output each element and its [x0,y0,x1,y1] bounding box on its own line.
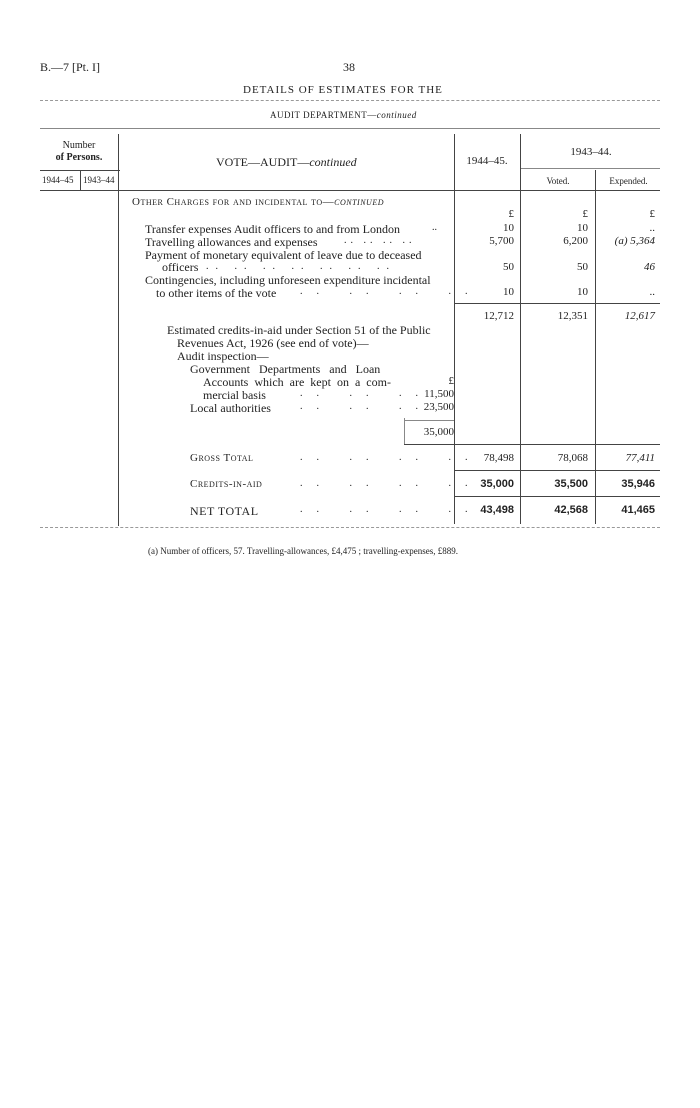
col-1944-header: 1944–45. [466,155,508,167]
value-expended: .. [649,222,655,234]
subtotal-voted: 12,351 [557,310,588,322]
pound-sign-1944: £ [508,208,514,220]
footnote: (a) Number of officers, 57. Travelling-allowances, £4,475 ; travelling-expenses, £889. [148,546,459,556]
item-label-cont: to other items of the vote [156,286,277,300]
credits-note-line5: Local authorities [190,401,271,415]
net-total-1944: 43,498 [480,504,514,516]
credits-in-aid-label: Credits-in-aid [190,478,263,490]
leader-dots: .. .. .. [300,401,432,412]
value-voted: 10 [577,222,588,234]
table-header-bottom-rule [40,190,660,191]
gross-total-expended: 77,411 [625,452,655,464]
credits-top-rule [455,470,660,471]
credits-sum-rule [404,420,454,421]
subtotal-expended: 12,617 [624,310,655,322]
pound-sign-expended: £ [649,208,655,220]
leader-dots: .. .. .. .. [300,452,482,463]
pound-sign-voted: £ [582,208,588,220]
document-reference: B.—7 [Pt. I] [40,60,100,74]
value-voted: 10 [577,286,588,298]
credits-value-government: 11,500 [424,388,454,400]
col-1944-left-border [454,134,455,524]
credits-in-aid-voted: 35,500 [554,478,588,490]
col-1943-left-border [520,134,521,524]
credits-note-line4b: Accounts which are kept on a com- [203,375,391,389]
value-expended: 46 [644,261,655,273]
table-bottom-rule [40,527,660,528]
credits-in-aid-expended: 35,946 [621,478,655,490]
value-voted: 50 [577,261,588,273]
footnote-marker: (a) [614,235,628,247]
credits-note-line4c: mercial basis [203,388,266,402]
value-expended: (a) 5,364 [614,235,655,247]
leader-dots: .. .. .. [300,388,432,399]
persons-year-1943: 1943–44 [83,175,115,185]
page-title: DETAILS OF ESTIMATES FOR THE [243,84,443,96]
leader-dots: .. [432,222,437,233]
leader-dots: .. .. .. .. [300,504,482,515]
net-total-expended: 41,465 [621,504,655,516]
persons-header-line1: Number [62,140,96,151]
item-label: Transfer expenses Audit officers to and from London [145,222,400,236]
item-label: Travelling allowances and expenses [145,235,318,249]
value-1944: 10 [503,286,514,298]
department-subtitle: AUDIT DEPARTMENT—continued [270,110,417,120]
net-total-label: NET TOTAL [190,504,259,518]
year-subheader-rule [520,168,660,169]
section-title: Other Charges for and incidental to—continued [132,196,384,208]
page-number: 38 [343,60,355,74]
leader-dots: .. .. .. .. [300,286,482,297]
credits-value-local: 23,500 [423,401,454,413]
persons-col-border [118,134,119,526]
col-1943-header: 1943–44. [570,146,612,158]
credits-note-line2: Revenues Act, 1926 (see end of vote)— [177,336,369,350]
persons-col-divider [80,170,81,190]
gross-total-voted: 78,068 [557,452,588,464]
subtotal-1944: 12,712 [483,310,514,322]
vote-header: VOTE—AUDIT—continued [216,155,357,169]
leader-dots: .. .. .. .. .. .. .. [206,261,396,272]
persons-year-1944: 1944–45 [42,175,74,185]
leader-dots: .. .. .. .. [344,235,416,246]
gross-total-label: Gross Total [190,452,254,464]
subtotal-rule [455,303,660,304]
value-voted: 6,200 [563,235,588,247]
net-total-voted: 42,568 [554,504,588,516]
credits-in-aid-1944: 35,000 [480,478,514,490]
item-label: Payment of monetary equivalent of leave due to deceased [145,248,422,262]
voted-header: Voted. [546,176,570,186]
expended-header: Expended. [609,176,648,186]
item-label-cont: officers [162,260,199,274]
credits-note-line3: Audit inspection— [177,349,269,363]
leader-dots: .. .. .. .. [300,478,482,489]
header-rule [40,100,660,101]
credits-note-line4a: Government Departments and Loan [190,362,381,376]
item-label: Contingencies, including unforeseen expenditure incidental [145,273,431,287]
net-total-top-rule [455,496,660,497]
gross-total-top-rule [404,444,660,445]
gross-total-1944: 78,498 [483,452,514,464]
value-1944: 50 [503,261,514,273]
pound-sign-credits: £ [448,375,454,387]
credits-total: 35,000 [423,426,454,438]
credits-box-left [404,418,405,444]
credits-note-line1: Estimated credits-in-aid under Section 51 of the Public [167,323,431,337]
value-expended: .. [649,286,655,298]
table-top-rule [40,128,660,129]
persons-header-line2: of Persons. [55,152,103,163]
value-1944: 5,700 [489,235,514,247]
value-1944: 10 [503,222,514,234]
